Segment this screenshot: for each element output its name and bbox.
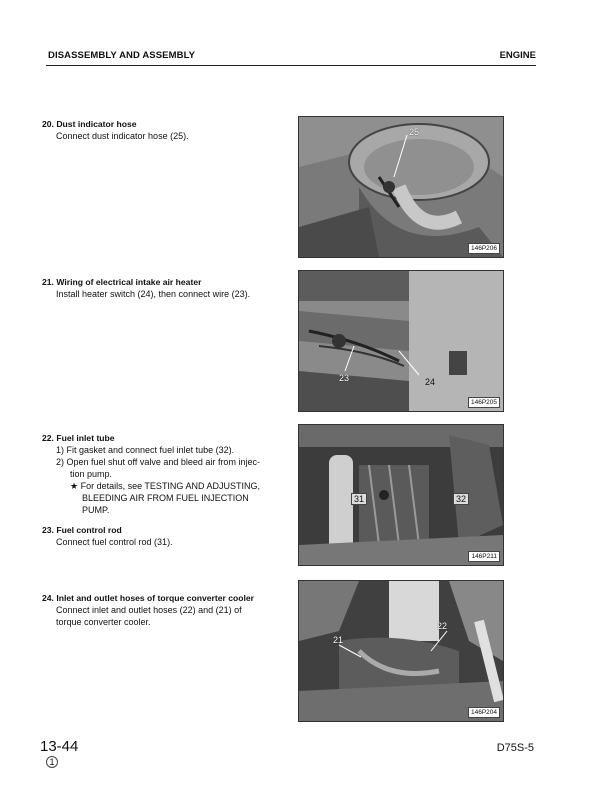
- photo-code: 146P206: [468, 243, 500, 254]
- step-text: torque converter cooler.: [56, 617, 151, 627]
- step-text: Connect fuel control rod (31).: [56, 537, 173, 547]
- step-text: Connect dust indicator hose (25).: [56, 131, 189, 141]
- page-number: 13-44: [40, 738, 79, 755]
- step-title: 24. Inlet and outlet hoses of torque converter cooler: [42, 593, 255, 603]
- step-title: 23. Fuel control rod: [42, 525, 122, 535]
- note-line: PUMP.: [82, 505, 110, 515]
- callout-label: 31: [351, 493, 367, 505]
- step-text: Connect inlet and outlet hoses (22) and (21) of: [56, 605, 242, 615]
- callout-label: 24: [425, 377, 436, 387]
- callout-label: 21: [333, 635, 344, 645]
- photo-dust-indicator-hose: [298, 116, 504, 258]
- photo-fuel-inlet-tube: [298, 424, 504, 566]
- note-line: BLEEDING AIR FROM FUEL INJECTION: [82, 493, 249, 503]
- callout-label: 25: [409, 127, 420, 137]
- step-title: 22. Fuel inlet tube: [42, 433, 115, 443]
- note-line: ★ For details, see TESTING AND ADJUSTING,: [70, 481, 260, 491]
- step-21: [42, 276, 282, 300]
- step-23: [42, 524, 282, 548]
- callout-label: 23: [339, 373, 350, 383]
- photo-code: 146P205: [468, 397, 500, 408]
- sub-step: 1) Fit gasket and connect fuel inlet tube (32).: [56, 445, 235, 455]
- photo-code: 146P204: [468, 707, 500, 718]
- callout-label: 22: [437, 621, 448, 631]
- header-rule: [46, 65, 536, 66]
- chapter-title: ENGINE: [499, 50, 536, 61]
- section-title: DISASSEMBLY AND ASSEMBLY: [48, 50, 196, 61]
- step-title: 21. Wiring of electrical intake air heater: [42, 277, 202, 287]
- photo-code: 146P211: [468, 551, 500, 562]
- photo-intake-heater-wiring: [298, 270, 504, 412]
- step-24: [42, 592, 282, 628]
- step-22: [42, 432, 282, 516]
- sub-step: 2) Open fuel shut off valve and bleed air from injec-: [56, 457, 260, 467]
- revision-mark: 1: [46, 756, 58, 768]
- callout-label: 32: [453, 493, 469, 505]
- step-20: [42, 118, 282, 142]
- sub-step-continued: tion pump.: [70, 469, 113, 479]
- photo-torque-converter-cooler-hoses: [298, 580, 504, 722]
- step-title: 20. Dust indicator hose: [42, 119, 137, 129]
- step-text: Install heater switch (24), then connect wire (23).: [56, 289, 251, 299]
- model-code: D75S-5: [496, 742, 534, 754]
